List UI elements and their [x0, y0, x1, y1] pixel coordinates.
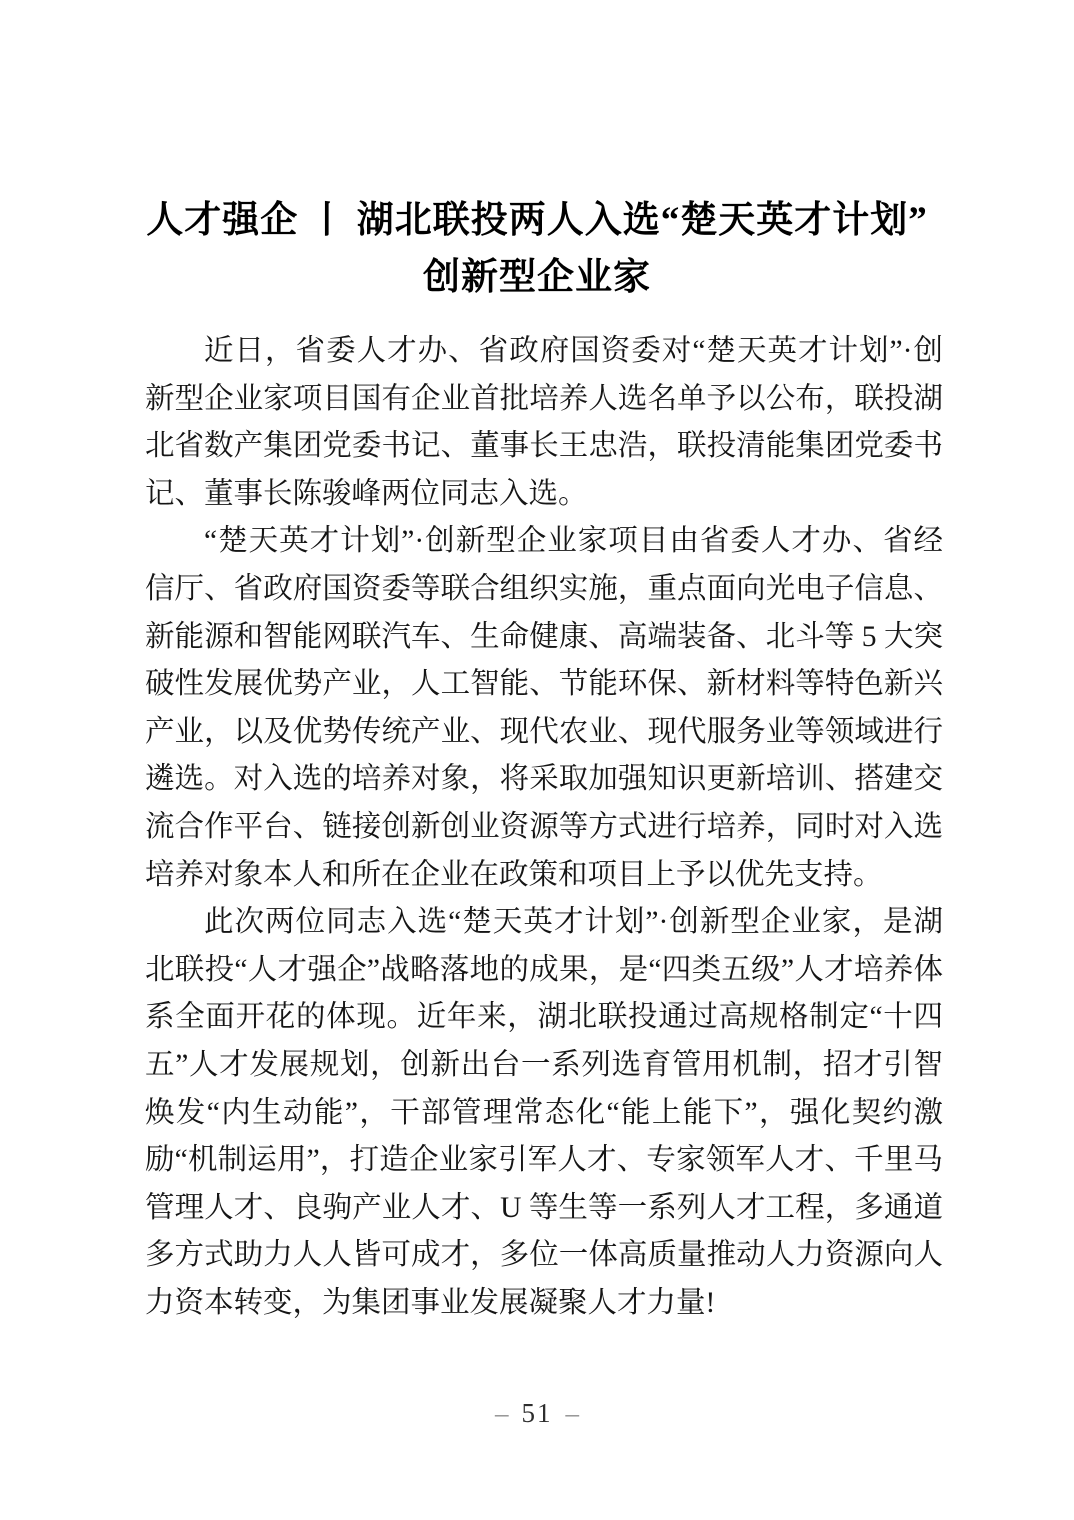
page-number-dash-right: –: [565, 1398, 579, 1428]
document-title: [0, 0, 1074, 306]
body-paragraph-2: “楚天英才计划”·创新型企业家项目由省委人才办、省经信厅、省政府国资委等联合组织实施，重点面向光电子信息、新能源和智能网联汽车、生命健康、高端装备、北斗等 5 大突破性发展优势产业，人工智能、节能环保、新材料等特色新兴产业，以及优势传统产业、现代农业、现代服务业等领域进行遴选。对入选的培养对象，将采取加强知识更新培训、搭建交流合作平台、链接创新创业资源等方式进行培养，同时对入选培养对象本人和所在企业在政策和项目上予以优先支持。: [145, 525, 943, 891]
page-footer: [0, 1398, 1074, 1429]
title-line-2: 创新型企业家: [423, 257, 651, 298]
title-line-1: 人才强企 丨 湖北联投两人入选“楚天英才计划”: [146, 200, 928, 241]
document-body: [145, 328, 943, 1327]
body-paragraph-1: 近日，省委人才办、省政府国资委对“楚天英才计划”·创新型企业家项目国有企业首批培养人选名单予以公布，联投湖北省数产集团党委书记、董事长王忠浩，联投清能集团党委书记、董事长陈骏峰两位同志入选。: [145, 335, 943, 510]
page-number: 51: [521, 1398, 553, 1428]
body-paragraph-3: 此次两位同志入选“楚天英才计划”·创新型企业家，是湖北联投“人才强企”战略落地的成果，是“四类五级”人才培养体系全面开花的体现。近年来，湖北联投通过高规格制定“十四五”人才发展规划，创新出台一系列选育管用机制，招才引智焕发“内生动能”，干部管理常态化“能上能下”，强化契约激励“机制运用”，打造企业家引军人才、专家领军人才、千里马管理人才、良驹产业人才、U 等生等一系列人才工程，多通道多方式助力人人皆可成才，多位一体高质量推动人力资源向人力资本转变，为集团事业发展凝聚人才力量!: [145, 906, 943, 1319]
page-number-dash-left: –: [495, 1398, 509, 1428]
